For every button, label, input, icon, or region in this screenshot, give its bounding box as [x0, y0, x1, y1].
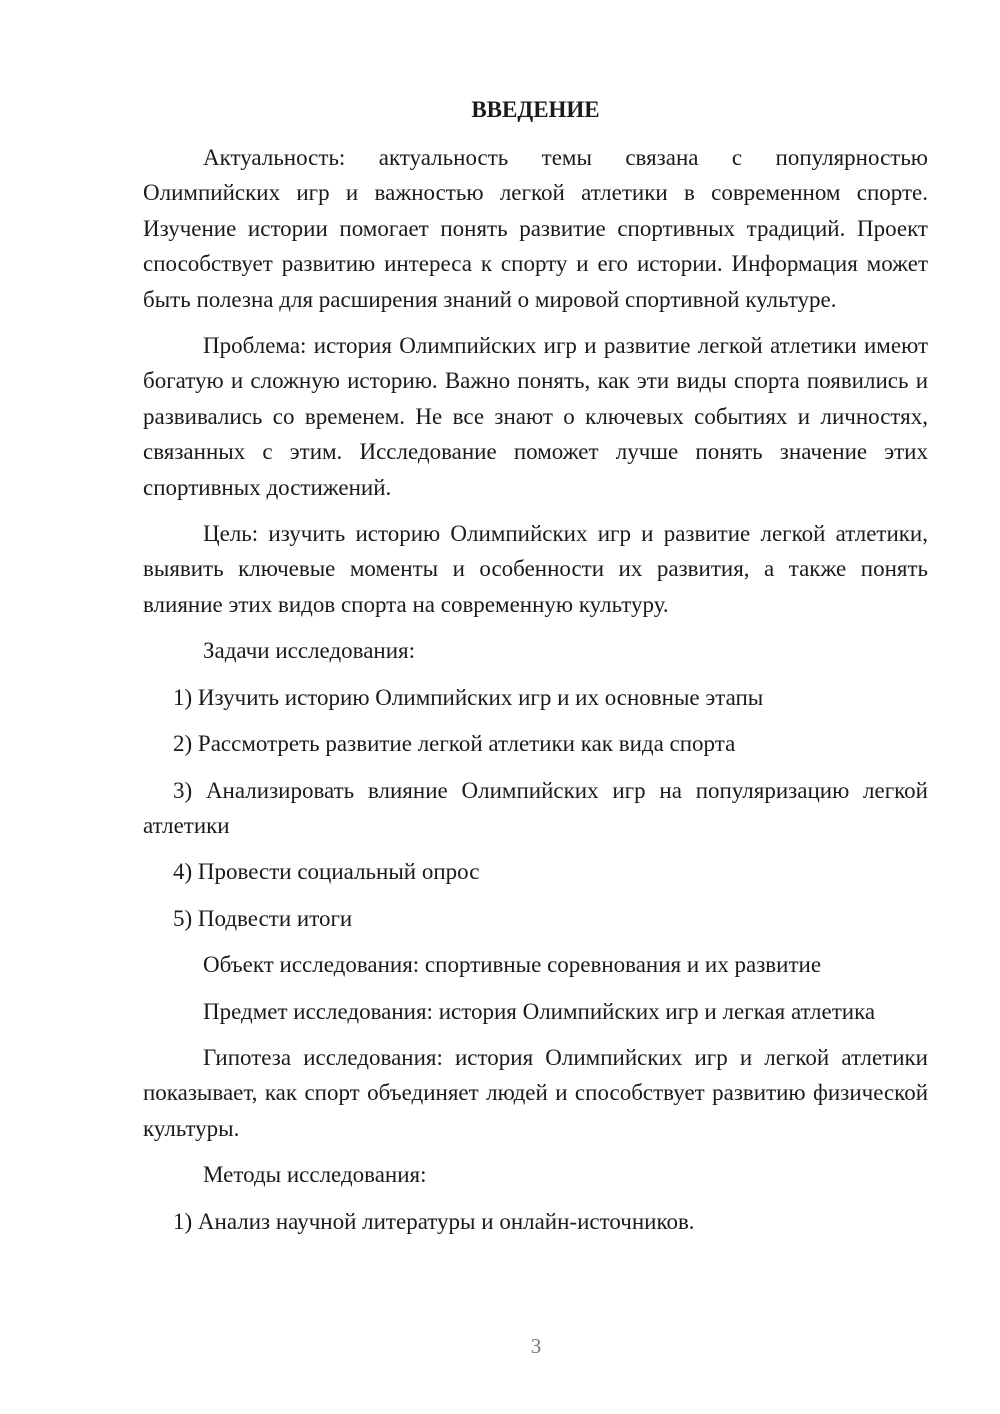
- hypothesis-paragraph: Гипотеза исследования: история Олимпийских игр и легкой атлетики показывает, как спорт объединяет людей и способствует развитию физической культуры.: [143, 1044, 928, 1141]
- object-paragraph: Объект исследования: спортивные соревнования и их развитие: [203, 952, 822, 978]
- task-item-1: 1) Изучить историю Олимпийских игр и их основные этапы: [173, 684, 764, 710]
- task-item-2: 2) Рассмотреть развитие легкой атлетики как вида спорта: [173, 731, 736, 757]
- relevance-paragraph: Актуальность: актуальность темы связана с популярностью Олимпийских игр и важностью легкой атлетики в современном спорте. Изучение истории помогает понять развитие спортивных традиций. Проект способствует развитию интереса к спорту и его истории. Информация может быть полезна для расширения знаний о мировой спортивной культуре.: [143, 145, 928, 312]
- goal-paragraph: Цель: изучить историю Олимпийских игр и развитие легкой атлетики, выявить ключевые моменты и особенности их развития, а также понять влияние этих видов спорта на современную культуру.: [143, 521, 928, 617]
- subject-paragraph: Предмет исследования: история Олимпийских игр и легкая атлетика: [203, 998, 876, 1024]
- tasks-heading: Задачи исследования:: [203, 638, 416, 664]
- method-item-1: 1) Анализ научной литературы и онлайн-источников.: [173, 1208, 695, 1234]
- task-item-4: 4) Провести социальный опрос: [173, 859, 480, 885]
- methods-heading: Методы исследования:: [203, 1162, 427, 1188]
- task-item-5: 5) Подвести итоги: [173, 905, 353, 931]
- document-page: [143, 92, 928, 1250]
- page-number: 3: [530, 1334, 542, 1358]
- task-item-3: 3) Анализировать влияние Олимпийских игр на популяризацию легкой атлетики: [143, 777, 928, 838]
- section-title: ВВЕДЕНИЕ: [471, 97, 600, 122]
- problem-paragraph: Проблема: история Олимпийских игр и развитие легкой атлетики имеют богатую и сложную историю. Важно понять, как эти виды спорта появились и развивались со временем. Не все знают о ключевых событиях и личностях, связанных с этим. Исследование поможет лучше понять значение этих спортивных достижений.: [143, 333, 928, 500]
